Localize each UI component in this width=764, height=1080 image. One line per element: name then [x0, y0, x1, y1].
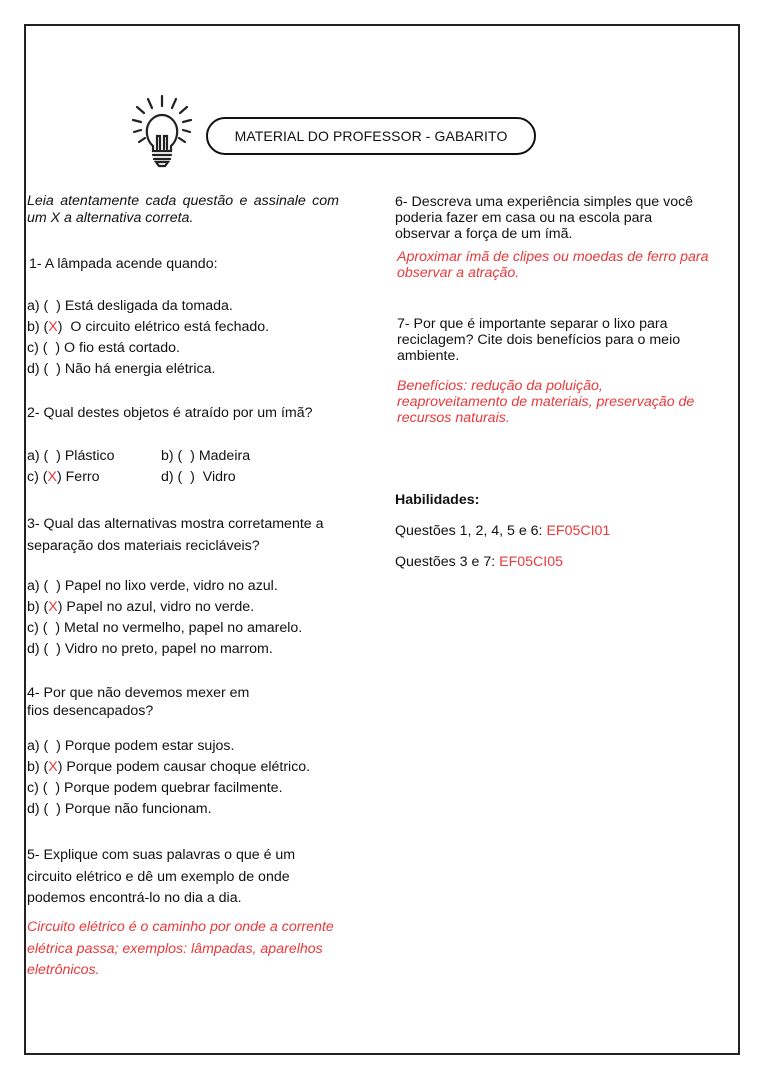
question-6-line: observar a força de um ímã. [395, 226, 573, 242]
option-2a: a) ( ) Plástico [27, 448, 115, 464]
question-3 [27, 513, 324, 557]
option-4c: c) ( ) Porque podem quebrar facilmente. [27, 780, 283, 796]
answer-7-line: Benefícios: redução da poluição, [397, 378, 603, 394]
question-6-line: 6- Descreva uma experiência simples que você [395, 194, 694, 210]
question-5 [27, 845, 295, 910]
option-3d: d) ( ) Vidro no preto, papel no marrom. [27, 641, 273, 657]
answer-5 [27, 917, 334, 982]
answer-5-line: Circuito elétrico é o caminho por onde a corrente [27, 919, 334, 935]
question-4-line: 4- Por que não devemos mexer em [27, 685, 250, 701]
answer-6-line: observar a atração. [397, 265, 520, 281]
instructions: Leia atentamente cada questão e assinale com um X a alternativa correta. [27, 193, 339, 226]
option-2d: d) ( ) Vidro [161, 469, 236, 485]
question-5-line: podemos encontrá-lo no dia a dia. [27, 890, 242, 906]
skill-code: EF05CI05 [499, 554, 563, 570]
question-1: 1- A lâmpada acende quando: [29, 256, 218, 272]
question-3-line: 3- Qual das alternativas mostra corretamente a [27, 516, 324, 532]
option-4d: d) ( ) Porque não funcionam. [27, 801, 212, 817]
question-4 [27, 684, 249, 720]
question-6 [395, 194, 693, 242]
option-1c: c) ( ) O fio está cortado. [27, 340, 180, 356]
question-6-line: poderia fazer em casa ou na escola para [395, 210, 653, 226]
option-4a: a) ( ) Porque podem estar sujos. [27, 738, 235, 754]
question-3-line: separação dos materiais recicláveis? [27, 538, 260, 554]
question-5-line: 5- Explique com suas palavras o que é um [27, 847, 296, 863]
option-3a: a) ( ) Papel no lixo verde, vidro no azul. [27, 578, 278, 594]
question-5-line: circuito elétrico e dê um exemplo de onde [27, 868, 290, 885]
answer-7-line: reaproveitamento de materiais, preservação de [397, 394, 695, 410]
question-3-options [27, 576, 302, 660]
answer-6-line: Aproximar ímã de clipes ou moedas de ferro para [397, 249, 709, 265]
question-7-line: reciclagem? Cite dois benefícios para o meio [397, 332, 681, 348]
answer-5-line: elétrica passa; exemplos: lâmpadas, aparelhos [27, 940, 323, 957]
lightbulb-icon [128, 92, 196, 168]
question-2: 2- Qual destes objetos é atraído por um ímã? [27, 405, 313, 421]
option-1d: d) ( ) Não há energia elétrica. [27, 361, 216, 377]
option-2c: c) (X) Ferro [27, 469, 100, 485]
answer-7-line: recursos naturais. [397, 410, 510, 426]
option-3c: c) ( ) Metal no vermelho, papel no amarelo. [27, 620, 303, 636]
option-1a: a) ( ) Está desligada da tomada. [27, 298, 233, 314]
question-4-line: fios desencapados? [27, 703, 154, 719]
question-7 [397, 316, 680, 364]
question-4-options [27, 736, 310, 820]
answer-5-line: eletrônicos. [27, 962, 100, 978]
answer-6 [397, 249, 709, 281]
question-1-options [27, 296, 269, 380]
option-4b: b) (X) Porque podem causar choque elétrico. [27, 759, 311, 775]
skills-row: Questões 3 e 7: EF05CI05 [395, 554, 563, 570]
option-2b: b) ( ) Madeira [161, 448, 251, 464]
skills-row: Questões 1, 2, 4, 5 e 6: EF05CI01 [395, 523, 611, 539]
skills-title: Habilidades: [395, 492, 480, 508]
answer-7 [397, 378, 694, 426]
option-3b: b) (X) Papel no azul, vidro no verde. [27, 599, 255, 615]
question-7-line: ambiente. [397, 348, 460, 364]
question-7-line: 7- Por que é importante separar o lixo para [397, 316, 668, 332]
page-title: MATERIAL DO PROFESSOR - GABARITO [206, 117, 536, 155]
skill-code: EF05CI01 [546, 523, 611, 539]
option-1b: b) (X) O circuito elétrico está fechado. [27, 319, 270, 335]
